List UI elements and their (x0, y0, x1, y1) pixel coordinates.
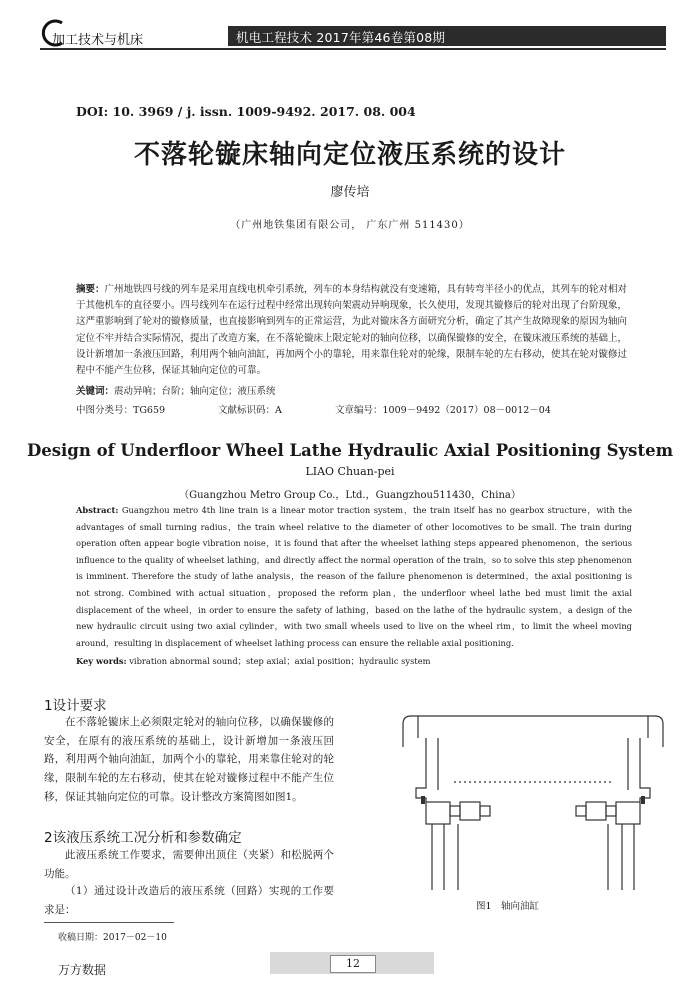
right-roller (606, 806, 616, 816)
affiliation-en: （Guangzhou Metro Group Co.，Ltd.，Guangzhou511430，China） (179, 490, 521, 501)
doi: DOI: 10. 3969 / j. issn. 1009-9492. 2017. 08. 004 (76, 104, 416, 119)
right-wheel-flange (640, 738, 650, 802)
left-cylinder-cap (480, 806, 490, 816)
author-en: LIAO Chuan-pei (305, 465, 395, 478)
abstract-cn-label: 摘要： (76, 284, 105, 295)
left-wheel-flange (416, 738, 426, 802)
section-2-paragraph-1: 此液压系统工作要求，需要伸出顶住（夹紧）和松脱两个功能。 (44, 849, 334, 880)
section-1-paragraph: 在不落轮镟床上必须限定轮对的轴向位移，以确保镟修的安全，在原有的液压系统的基础上，设计新增加一条液压回路，利用两个轴向油缸，加两个小的靠轮，用来靠住轮对的轮缘，限制车轮的左右移动，使其在轮对镟修过程中不能产生位移，保证其轴向定位的可靠。设计整改方案简图如图1。 (44, 716, 334, 803)
affiliation-cn: （广州地铁集团有限公司， 广东广州 511430） (230, 220, 470, 231)
page-number: 12 (330, 955, 376, 973)
section-2-paragraph-2: （1）通过设计改造后的液压系统（回路）实现的工作要求是： (44, 885, 334, 916)
right-cylinder-cap (576, 806, 586, 816)
clc-number: 中图分类号：TG659 (76, 405, 166, 416)
left-roller (450, 806, 460, 816)
title-en: Design of Underfloor Wheel Lathe Hydraulic Axial Positioning System (26, 441, 674, 460)
abstract-en-label: Abstract: (76, 505, 119, 515)
keywords-cn-text: 震动异响；台阶；轴向定位；液压系统 (114, 386, 276, 397)
document-code: 文献标识码：A (218, 405, 282, 416)
title-cn: 不落轮镟床轴向定位液压系统的设计 (133, 140, 566, 170)
header-divider (40, 48, 666, 50)
footer-source: 万方数据 (58, 963, 107, 977)
received-date: 收稿日期：2017－02－10 (58, 933, 167, 943)
keywords-en-text: vibration abnormal sound；step axial；axial position；hydraulic system (129, 656, 431, 666)
frame-top (403, 716, 663, 747)
figure-caption: 图1 轴向油缸 (476, 901, 540, 912)
keywords-en (76, 655, 430, 667)
right-cylinder (586, 802, 606, 820)
author-cn: 廖传培 (330, 185, 370, 200)
section-1-heading: 1设计要求 (44, 698, 107, 714)
abstract-en (76, 502, 632, 651)
section-2-heading: 2该液压系统工况分析和参数确定 (44, 830, 242, 846)
keywords-cn (76, 383, 276, 397)
abstract-en-text: Guangzhou metro 4th line train is a linear motor traction system，the train itself has no gearbox structure，with the advantages of small turning radius，the train wheel relative to the diameter of other locomotives to be small. The train during operation often appear bogie vibration noise，it is found that after the wheelset lathing steps appeared phenomenon，the serious influence to the quality of wheelset lathing，and directly affect the normal operation of the train，so to solve this step phenomenon is imminent. Therefore the study of lathe analysis，the reason of the failure phenomenon is determined，the axial positioning is not strong. Combined with actual situation，proposed the reform plan，the underfloor wheel lathe bed must limit the axial displacement of the wheel，in order to ensure the safety of lathing，based on the lathe of the hydraulic system，a design of the new hydraulic circuit using two axial cylinder，with two small wheels used to live on the wheel rim，to limit the wheel moving around，resulting in displacement of wheelset lathing process can ensure the reliable axial positioning. (76, 505, 632, 648)
abstract-cn (76, 282, 632, 379)
left-contact (421, 796, 425, 804)
left-wheel-hub (426, 802, 450, 824)
left-cylinder (460, 802, 480, 820)
right-wheel-hub (616, 802, 640, 824)
journal-issue-info: 机电工程技术 2017年第46卷第08期 (236, 30, 446, 45)
keywords-cn-label: 关键词： (76, 386, 115, 397)
right-contact (641, 796, 645, 804)
article-number: 文章编号：1009－9492（2017）08－0012－04 (335, 405, 551, 416)
figure-axial-cylinder (398, 692, 668, 890)
keywords-en-label: Key words: (76, 656, 127, 666)
journal-section-name: 加工技术与机床 (52, 33, 144, 48)
abstract-cn-text: 广州地铁四号线的列车是采用直线电机牵引系统，列车的本身结构就没有变速箱，具有转弯半径小的优点，其列车的轮对相对于其他机车的直径要小。四号线列车在运行过程中经常出现转向架震动异响现象，长久使用，发现其镟修后的轮对出现了台阶现象，这严重影响到了轮对的镟修质量，也直接影响到列车的正常运营，为此对镟床各方面研究分析，确定了其产生故障现象的原因为轴向定位不牢并结合实际情况，提出了改造方案，在不落轮镟床上限定轮对的轴向位移，以确保镟修的安全，在镟床液压系统的基础上，设计新增加一条液压回路，利用两个轴向油缸，再加两个小的靠轮，用来靠住轮对的轮缘，限制车轮的左右移动，使其在轮对镟修过程中不能产生位移，保证其轴向定位的可靠。 (76, 284, 628, 377)
footnote-divider (44, 922, 174, 923)
